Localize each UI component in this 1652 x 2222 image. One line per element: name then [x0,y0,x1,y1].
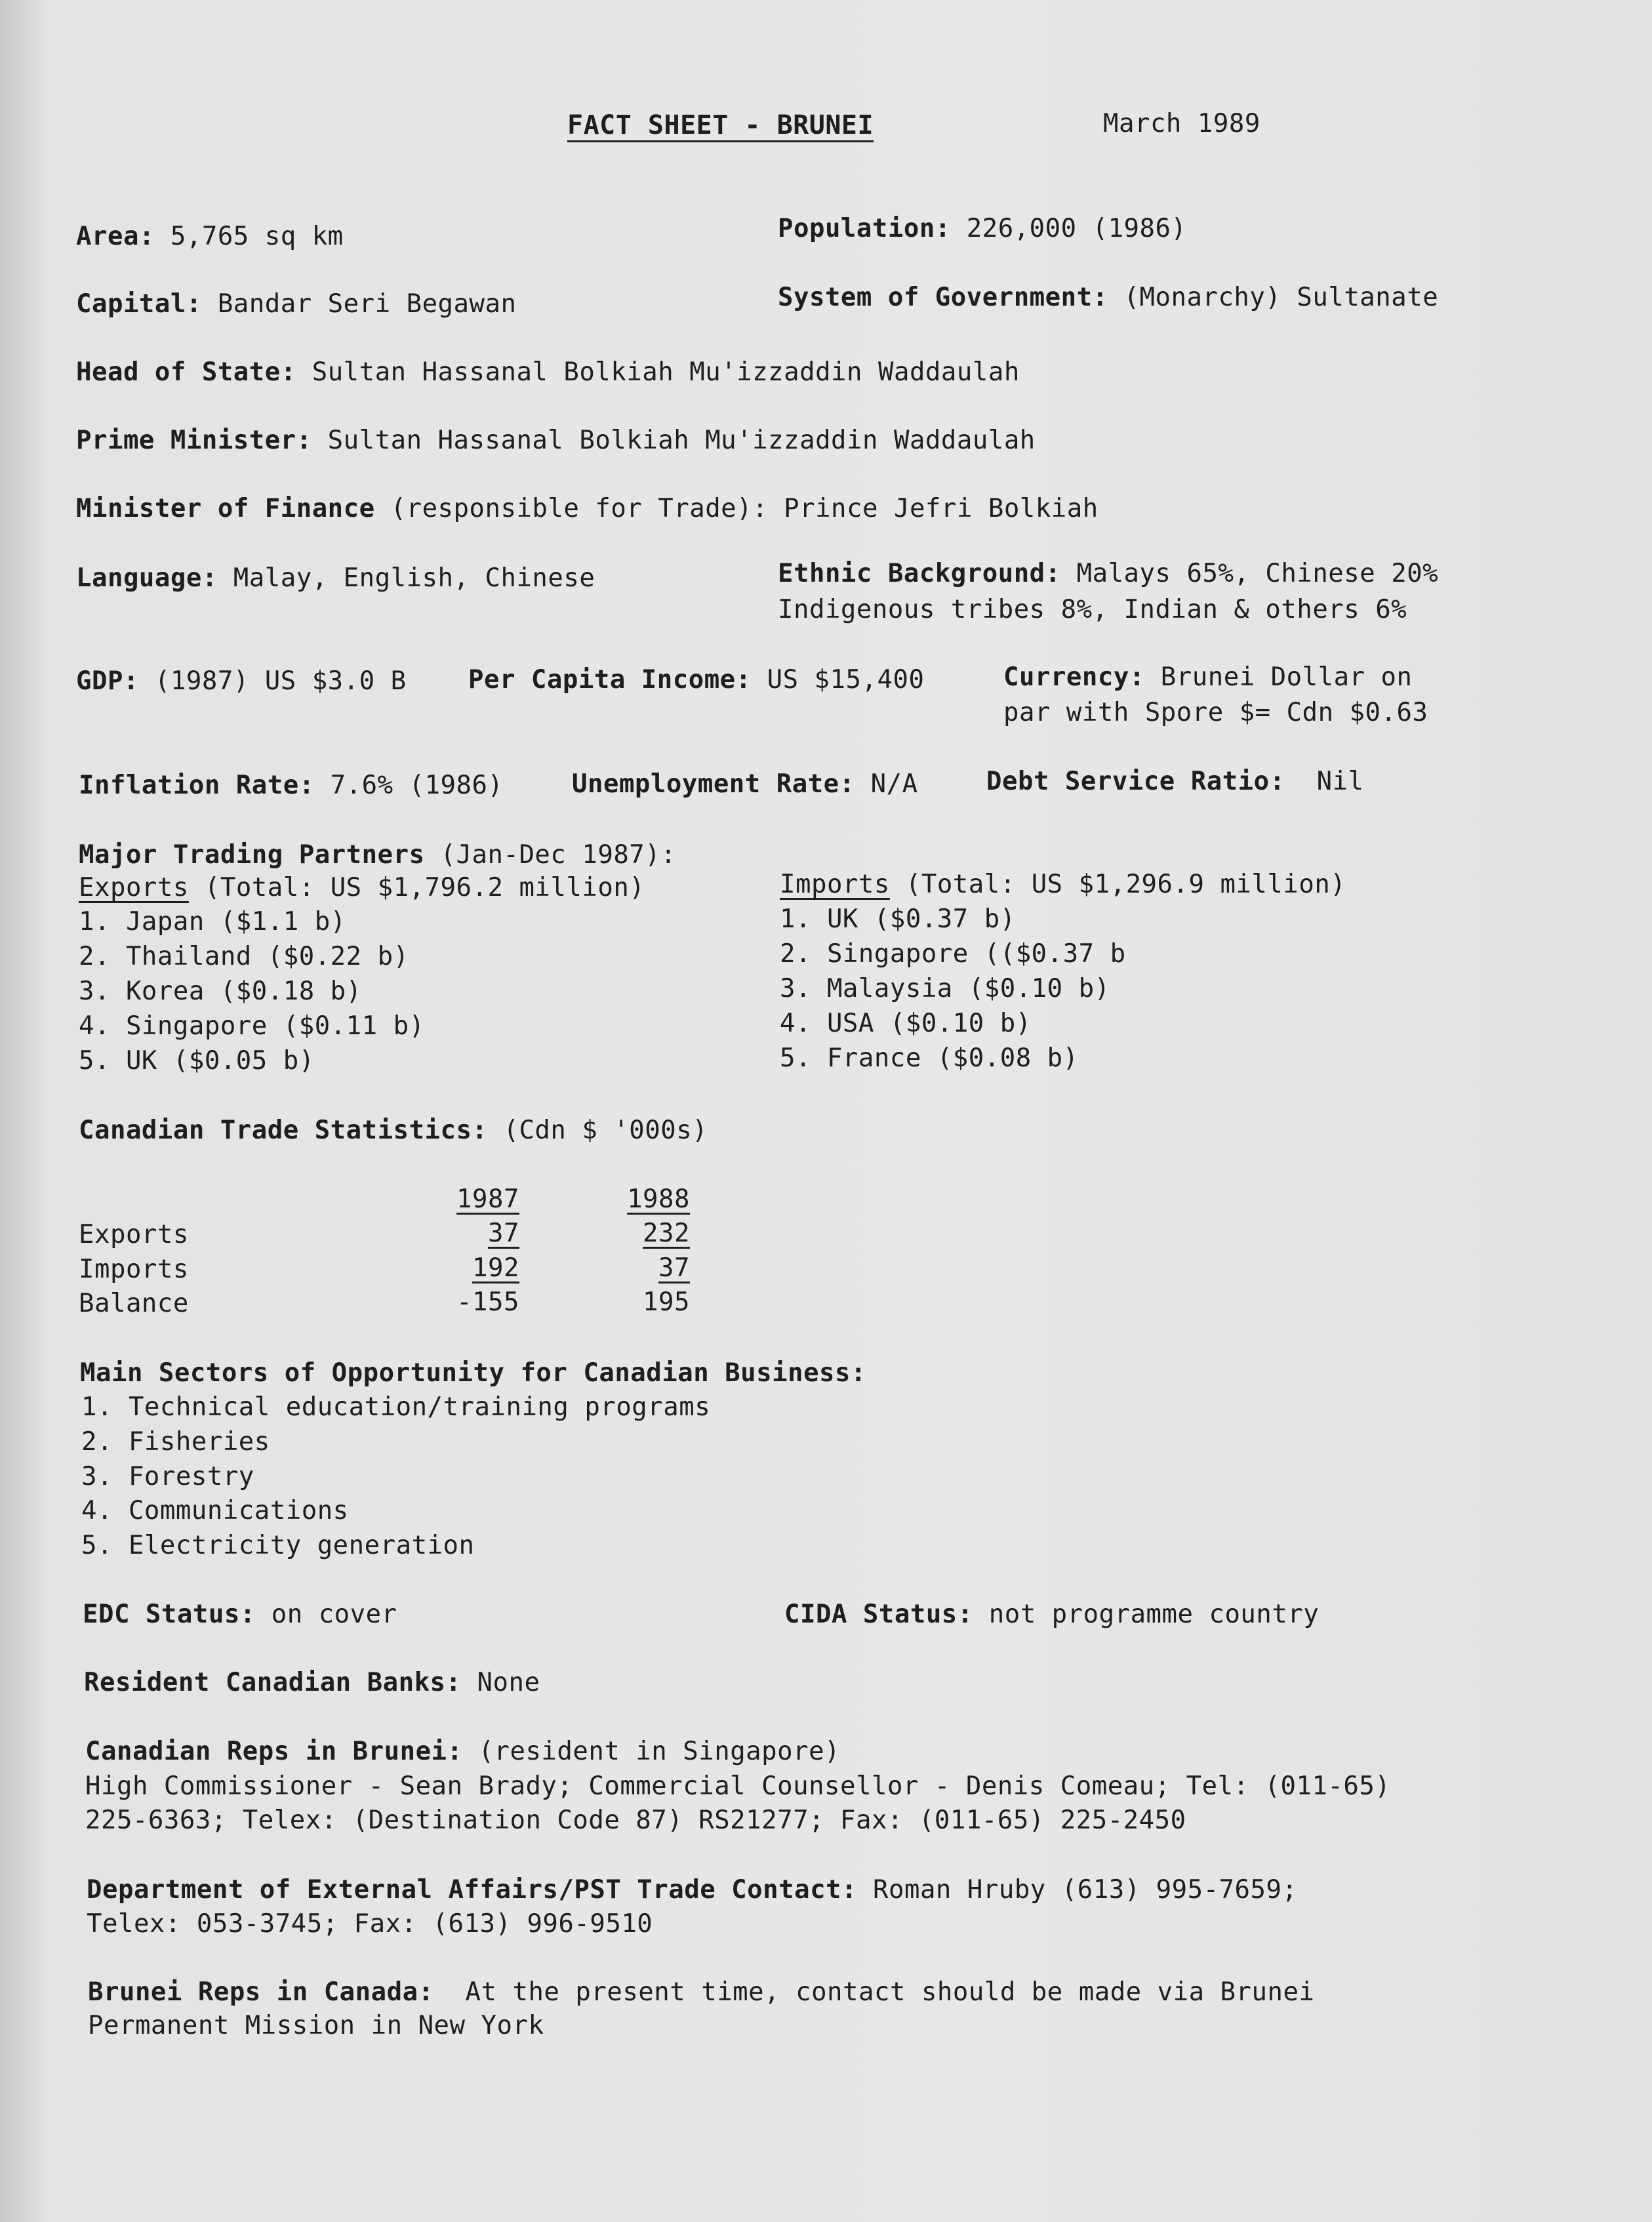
head-of-state-value: Sultan Hassanal Bolkiah Mu'izzaddin Waddaulah [296,357,1020,387]
trade-cell: 195 [643,1287,690,1317]
reps-value: (resident in Singapore) [462,1737,841,1766]
export-item: 2. Thailand ($0.22 b) [79,942,409,971]
imports-heading [780,868,1346,901]
page-title: FACT SHEET - BRUNEI [567,110,874,140]
gdp-field [76,665,407,698]
area-label: Area: [76,222,155,251]
year-header-1987: 1987 [456,1184,519,1214]
exports-total: (Total: US $1,796.2 million) [188,873,645,902]
government-value: (Monarchy) Sultanate [1108,283,1439,312]
export-item: 5. UK ($0.05 b) [79,1046,315,1076]
export-item: 1. Japan ($1.1 b) [79,907,346,937]
finance-minister-field [76,493,1098,525]
export-item: 3. Korea ($0.18 b) [79,977,362,1006]
cida-value: not programme country [973,1600,1320,1629]
ethnic-field [778,557,1438,590]
currency-value-1: Brunei Dollar on [1144,662,1413,692]
import-item: 3. Malaysia ($0.10 b) [780,974,1110,1003]
population-label: Population: [778,214,951,243]
population-value: 226,000 (1986) [950,214,1187,243]
finance-value: (responsible for Trade): Prince Jefri Bolkiah [374,494,1098,523]
debt-field [986,765,1364,798]
head-of-state-field [76,356,1020,389]
unemployment-value: N/A [855,769,918,799]
prime-minister-field [76,424,1036,457]
document-date: March 1989 [1103,109,1260,138]
import-item: 4. USA ($0.10 b) [780,1009,1032,1038]
sectors-heading: Main Sectors of Opportunity for Canadian Business: [80,1358,866,1388]
trading-heading [79,839,676,872]
trade-row-label: Imports [79,1255,189,1284]
area-value: 5,765 sq km [154,222,344,251]
edc-label: EDC Status: [83,1600,256,1629]
prime-minister-label: Prime Minister: [76,426,312,455]
trading-heading-label: Major Trading Partners [79,840,425,870]
per-capita-value: US $15,400 [751,665,925,695]
inflation-value: 7.6% (1986) [314,771,504,800]
per-capita-label: Per Capita Income: [468,665,752,695]
brunei-reps [88,1976,1314,2009]
canadian-trade-label: Canadian Trade Statistics: [79,1116,488,1145]
ethnic-label: Ethnic Background: [778,559,1061,588]
dea-contact [87,1874,1297,1907]
sector-item: 5. Electricity generation [81,1531,475,1560]
ethnic-value-1: Malays 65%, Chinese 20% [1060,559,1439,588]
currency-label: Currency: [1003,662,1145,692]
finance-label: Minister of Finance [76,494,375,523]
banks-field [84,1667,540,1699]
reps-line-2: 225-6363; Telex: (Destination Code 87) RS21277; Fax: (011-65) 225-2450 [85,1806,1186,1835]
government-field [778,281,1438,314]
sector-item: 4. Communications [81,1496,349,1525]
dea-line-2: Telex: 053-3745; Fax: (613) 996-9510 [87,1909,653,1939]
import-item: 2. Singapore (($0.37 b [780,939,1126,969]
cida-status [784,1598,1319,1631]
language-field [76,562,595,595]
gdp-label: GDP: [76,666,139,696]
exports-heading [79,872,645,904]
area-field [76,220,344,253]
exports-label: Exports [79,873,189,902]
sector-item: 3. Forestry [81,1462,254,1491]
prime-minister-value: Sultan Hassanal Bolkiah Mu'izzaddin Waddaulah [312,426,1036,455]
currency-value-2: par with Spore $= Cdn $0.63 [1003,698,1428,727]
imports-label: Imports [780,870,890,899]
edc-value: on cover [255,1600,397,1629]
capital-field [76,288,516,321]
trading-heading-value: (Jan-Dec 1987): [424,840,677,870]
banks-label: Resident Canadian Banks: [84,1668,462,1697]
ethnic-value-2: Indigenous tribes 8%, Indian & others 6% [778,595,1407,624]
trade-row-label: Exports [79,1220,189,1249]
inflation-label: Inflation Rate: [79,771,315,800]
imports-total: (Total: US $1,296.9 million) [889,870,1346,899]
import-item: 1. UK ($0.37 b) [780,904,1016,934]
dea-label: Department of External Affairs/PST Trade Contact: [87,1875,858,1905]
import-item: 5. France ($0.08 b) [780,1043,1079,1073]
head-of-state-label: Head of State: [76,357,296,387]
capital-label: Capital: [76,289,202,319]
banks-value: None [461,1668,540,1697]
trade-cell: 37 [488,1219,519,1248]
unemployment-label: Unemployment Rate: [572,769,855,799]
reps-line-1: High Commissioner - Sean Brady; Commercial Counsellor - Denis Comeau; Tel: (011-65) [85,1771,1391,1801]
cida-label: CIDA Status: [784,1600,973,1629]
canadian-trade-value: (Cdn $ '000s) [487,1116,708,1145]
reps-label: Canadian Reps in Brunei: [85,1737,463,1766]
sector-item: 2. Fisheries [81,1427,270,1457]
language-value: Malay, English, Chinese [217,563,595,593]
debt-label: Debt Service Ratio: [986,767,1285,796]
government-label: System of Government: [778,283,1108,312]
year-header-1988: 1988 [627,1184,690,1214]
unemployment-field [572,768,918,801]
capital-value: Bandar Seri Begawan [201,289,517,319]
export-item: 4. Singapore ($0.11 b) [79,1011,425,1041]
per-capita-field [468,664,924,697]
reps-heading [85,1735,840,1768]
population-field [778,212,1186,245]
brunei-reps-label: Brunei Reps in Canada: [88,1977,434,2007]
debt-value: Nil [1285,767,1364,796]
gdp-value: (1987) US $3.0 B [138,666,407,696]
canadian-trade-heading [79,1114,708,1147]
trade-cell: 192 [472,1253,519,1283]
brunei-reps-line-2: Permanent Mission in New York [88,2011,544,2040]
brunei-reps-value: At the present time, contact should be made via Brunei [433,1977,1315,2007]
trade-cell: 232 [643,1219,690,1248]
trade-cell: -155 [456,1287,519,1317]
sector-item: 1. Technical education/training programs [81,1392,711,1422]
edc-status [83,1598,397,1631]
inflation-field [79,769,503,802]
trade-cell: 37 [658,1253,690,1283]
trade-row-label: Balance [79,1289,189,1318]
dea-value: Roman Hruby (613) 995-7659; [857,1875,1298,1905]
language-label: Language: [76,563,218,593]
currency-field [1003,661,1413,694]
